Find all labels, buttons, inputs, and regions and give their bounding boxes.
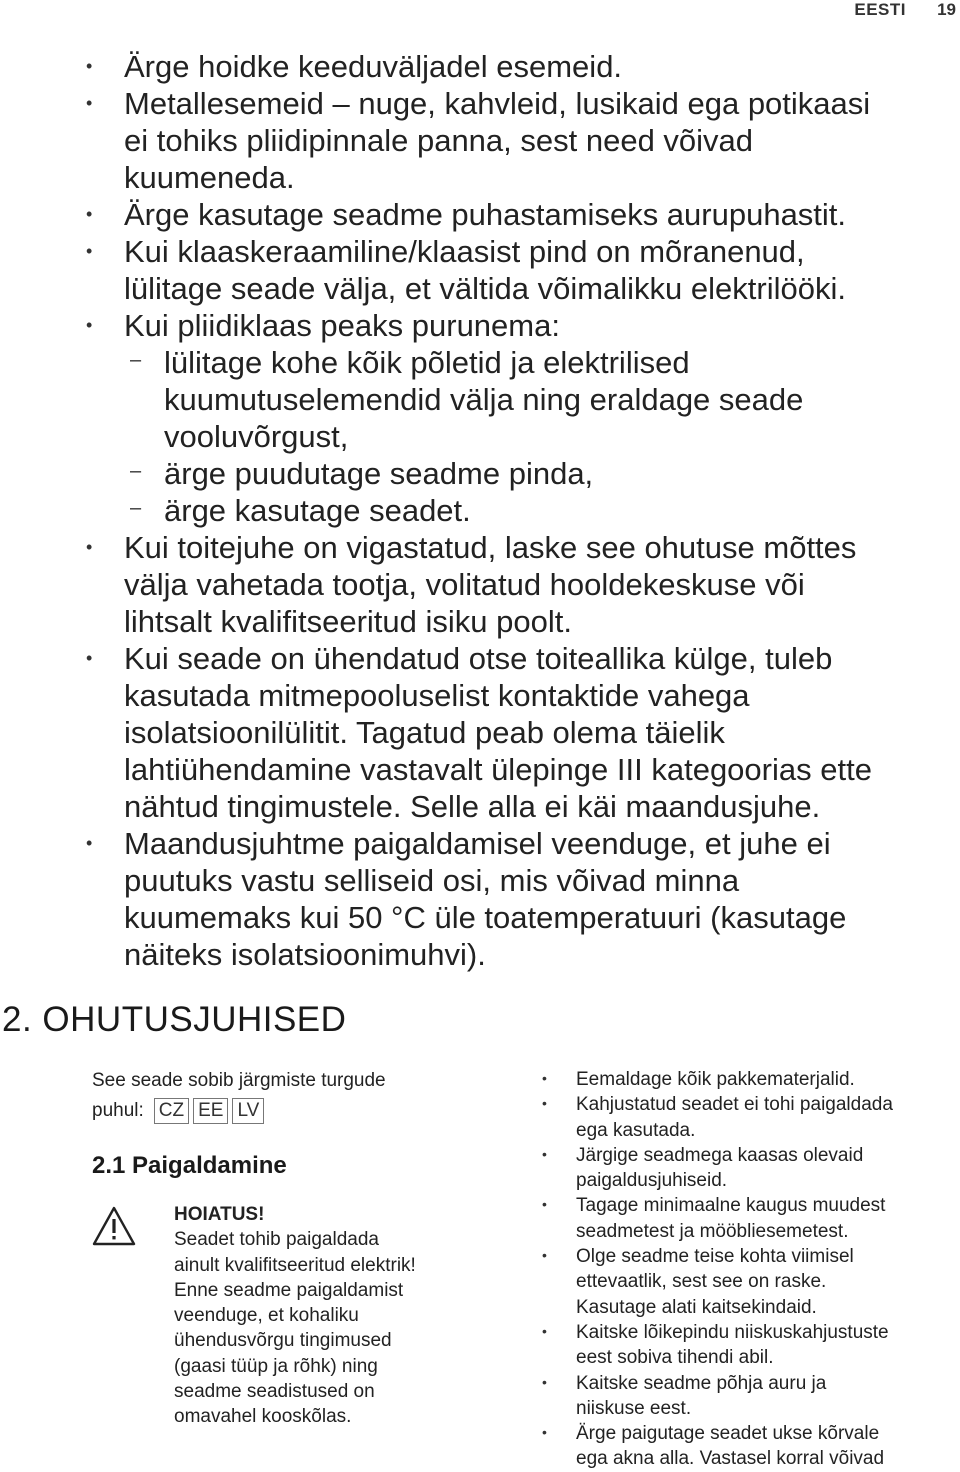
list-item-line: näiteks isolatsioonimuhvi). — [124, 937, 486, 972]
warning-line: Seadet tohib paigaldada — [174, 1229, 379, 1251]
bullet-icon: • — [542, 1322, 547, 1339]
market-intro-line1: See seade sobib järgmiste turgude — [92, 1070, 386, 1091]
list-item — [86, 233, 960, 307]
list-item — [542, 1244, 960, 1320]
list-item-line: eest sobiva tihendi abil. — [576, 1347, 774, 1369]
market-intro-prefix: puhul: — [92, 1100, 144, 1121]
sub-list — [124, 344, 960, 529]
market-code-ee: EE — [193, 1098, 228, 1124]
list-item-line: seadmetest ja mööbliesemetest. — [576, 1220, 849, 1242]
warning-line: omavahel kooskõlas. — [174, 1406, 352, 1428]
bullet-icon: • — [86, 648, 93, 668]
sub-list-item-line: kuumutuselemendid välja ning eraldage seade — [164, 382, 804, 417]
bullet-icon: • — [542, 1145, 547, 1162]
list-item — [86, 307, 960, 529]
list-item-line: Järgige seadmega kaasas olevaid — [576, 1144, 864, 1166]
dash-icon: – — [130, 460, 142, 482]
list-item — [86, 640, 960, 825]
warning-triangle-icon — [92, 1206, 136, 1246]
bullet-icon: • — [542, 1424, 547, 1441]
list-item-line: paigaldusjuhiseid. — [576, 1170, 728, 1192]
list-item-line: Olge seadme teise kohta viimisel — [576, 1246, 854, 1268]
sub-list-item — [124, 455, 960, 492]
bullet-icon: • — [86, 833, 93, 853]
list-item-line: Metallesemeid – nuge, kahvleid, lusikaid ega potikaasi — [124, 86, 871, 121]
list-item — [86, 196, 960, 233]
list-item-line: välja vahetada tootja, volitatud hooldekeskuse või — [124, 567, 805, 602]
section-title: 2. OHUTUSJUHISED — [2, 1000, 347, 1039]
page-number: 19 — [937, 0, 956, 19]
list-item-line: Kahjustatud seadet ei tohi paigaldada — [576, 1094, 893, 1116]
list-item-line: Kui klaaskeraamiline/klaasist pind on mõranenud, — [124, 234, 805, 269]
list-item — [542, 1193, 960, 1244]
warning-text — [174, 1202, 474, 1430]
list-item — [542, 1320, 960, 1371]
bullet-icon: • — [542, 1196, 547, 1213]
list-item — [86, 85, 960, 196]
list-item-line: Eemaldage kõik pakkematerjalid. — [576, 1069, 855, 1090]
market-intro — [92, 1066, 472, 1126]
dash-icon: – — [130, 497, 142, 519]
sub-list-item-line: ärge puudutage seadme pinda, — [164, 456, 594, 491]
list-item-line: niiskuse eest. — [576, 1397, 692, 1419]
list-item-line: Kaitske seadme põhja auru ja — [576, 1372, 827, 1394]
list-item-line: Maandusjuhtme paigaldamisel veenduge, et juhe ei — [124, 826, 831, 861]
list-item-line: kuumeneda. — [124, 160, 295, 195]
subsection-title: 2.1 Paigaldamine — [92, 1152, 287, 1179]
warning-line: (gaasi tüüp ja rõhk) ning — [174, 1355, 378, 1377]
list-item — [542, 1421, 960, 1472]
warning-title: HOIATUS! — [174, 1204, 265, 1225]
list-item-line: kasutada mitmepooluselist kontaktide vahega — [124, 678, 750, 713]
sub-list-item-line: ärge kasutage seadet. — [164, 493, 471, 528]
installation-bullet-list — [542, 1067, 960, 1472]
list-item — [542, 1371, 960, 1422]
list-item-line: ega kasutada. — [576, 1119, 696, 1141]
list-item-line: Kaitske lõikepindu niiskuskahjustuste — [576, 1321, 889, 1343]
list-item-line: nähtud tingimustele. Selle alla ei käi maandusjuhe. — [124, 789, 821, 824]
safety-bullet-list — [86, 48, 960, 973]
list-item-line: lülitage seade välja, et vältida võimalikku elektrilööki. — [124, 271, 846, 306]
list-item-line: ettevaatlik, sest see on raske. — [576, 1271, 827, 1293]
list-item — [86, 48, 960, 85]
warning-line: Enne seadme paigaldamist — [174, 1279, 404, 1301]
list-item-line: Ärge paigutage seadet ukse kõrvale — [576, 1423, 880, 1445]
list-item-line: ega akna alla. Vastasel korral võivad — [576, 1448, 885, 1470]
list-item-line: ei tohiks pliidipinnale panna, sest need võivad — [124, 123, 754, 158]
market-row — [92, 1096, 264, 1126]
warning-line: veenduge, et kohaliku — [174, 1305, 359, 1327]
list-item — [542, 1092, 960, 1143]
sub-list-item-line: lülitage kohe kõik põletid ja elektrilised — [164, 345, 690, 380]
list-item — [86, 529, 960, 640]
list-item-line: Kui pliidiklaas peaks purunema: — [124, 308, 560, 343]
list-item-line: Ärge kasutage seadme puhastamiseks aurupuhastit. — [124, 197, 847, 232]
language-label: EESTI — [854, 0, 906, 19]
list-item-line: isolatsioonilülitit. Tagatud peab olema täielik — [124, 715, 725, 750]
dash-icon: – — [130, 349, 142, 371]
list-item — [542, 1143, 960, 1194]
list-item-line: Tagage minimaalne kaugus muudest — [576, 1195, 886, 1217]
bullet-icon: • — [86, 93, 93, 113]
bullet-icon: • — [86, 537, 93, 557]
sub-list-item — [124, 492, 960, 529]
bullet-icon: • — [542, 1247, 547, 1264]
list-item-line: Kui seade on ühendatud otse toiteallika külge, tuleb — [124, 641, 833, 676]
bullet-icon: • — [542, 1373, 547, 1390]
list-item-line: Kasutage alati kaitsekindaid. — [576, 1296, 817, 1318]
warning-line: ühendusvõrgu tingimused — [174, 1330, 392, 1352]
sub-list-item — [124, 344, 960, 455]
bullet-icon: • — [86, 315, 93, 335]
list-item-line: lihtsalt kvalifitseeritud isiku poolt. — [124, 604, 572, 639]
bullet-icon: • — [86, 241, 93, 261]
bullet-icon: • — [86, 56, 93, 76]
market-code-cz: CZ — [154, 1098, 189, 1124]
bullet-icon: • — [542, 1095, 547, 1112]
sub-list-item-line: vooluvõrgust, — [164, 419, 349, 454]
market-code-lv: LV — [232, 1098, 264, 1124]
bullet-icon: • — [86, 204, 93, 224]
bullet-icon: • — [542, 1070, 547, 1086]
list-item-line: Kui toitejuhe on vigastatud, laske see ohutuse mõttes — [124, 530, 857, 565]
left-column — [92, 1066, 472, 1428]
list-item — [542, 1067, 960, 1092]
list-item-line: puutuks vastu selliseid osi, mis võivad minna — [124, 863, 740, 898]
list-item-line: lahtiühendamine vastavalt ülepinge III kategoorias ette — [124, 752, 872, 787]
list-item-line: kuumemaks kui 50 °C üle toatemperatuuri (kasutage — [124, 900, 847, 935]
list-item-line: Ärge hoidke keeduväljadel esemeid. — [124, 49, 623, 84]
warning-line: ainult kvalifitseeritud elektrik! — [174, 1254, 416, 1276]
list-item — [86, 825, 960, 973]
warning-line: seadme seadistused on — [174, 1381, 375, 1403]
